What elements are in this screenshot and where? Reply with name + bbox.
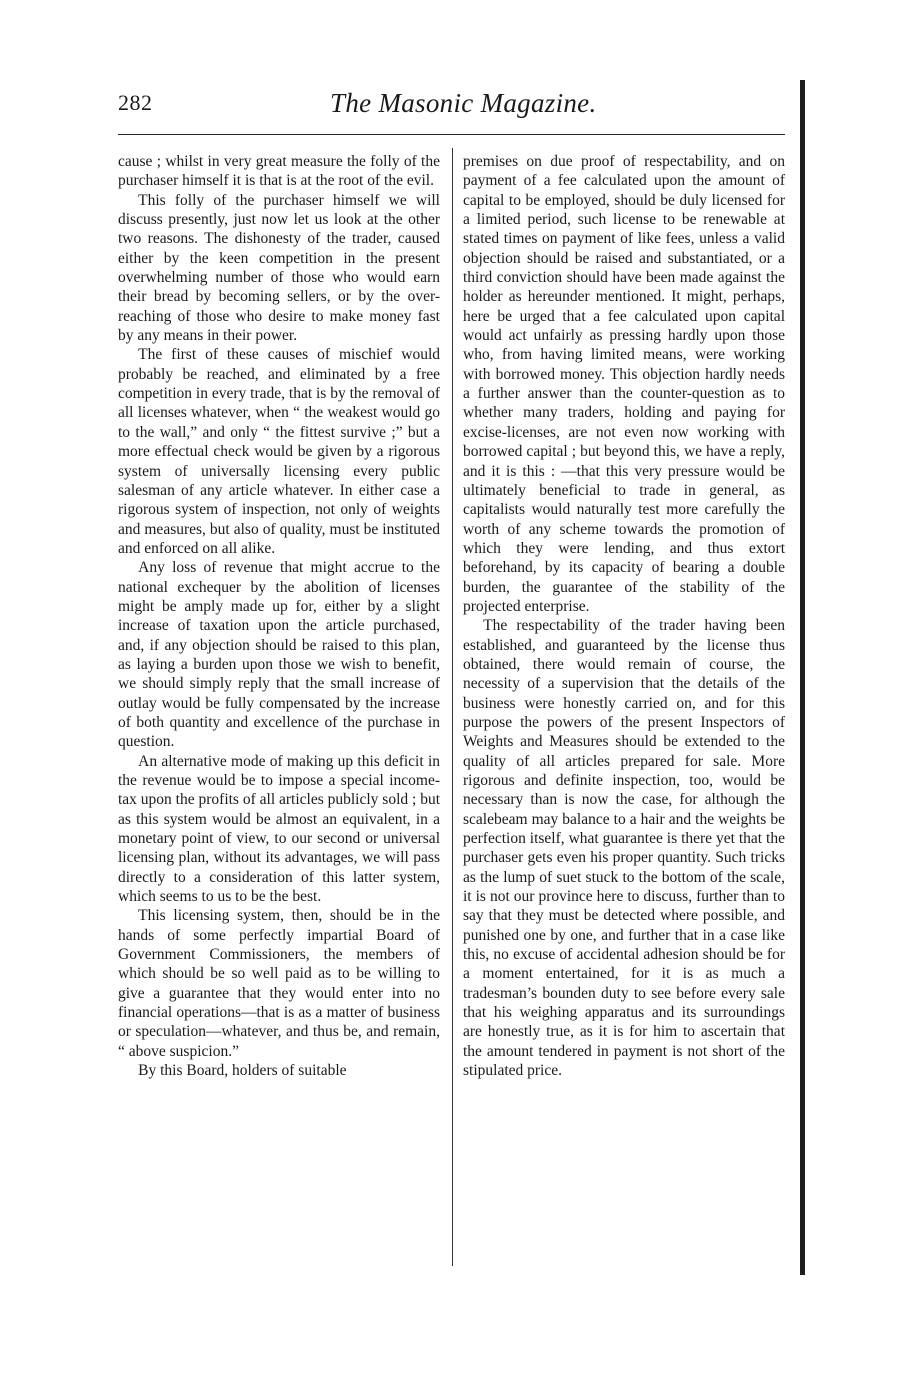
- left-column: [118, 152, 440, 1081]
- paragraph: This licensing system, then, should be in the hands of some perfectly impartial Board of Government Commissioners, the members of which should be so well paid as to be willing to give a guarantee that they would enter into no financial operations—that is as a matter of business or speculation—whatever, and thus be, and remain, “ above suspicion.”: [118, 907, 440, 1060]
- paragraph: An alternative mode of making up this deficit in the revenue would be to impose a special income-tax upon the profits of all articles publicly sold ; but as this system would be almost an equivalent, in a monetary point of view, to our second or universal licensing plan, without its advantages, we will pass directly to a consideration of this latter system, which seems to us to be the best.: [118, 752, 440, 906]
- paragraph: The first of these causes of mischief would probably be reached, and eliminated by a free competition in every trade, that is by the removal of all licenses whatever, when “ the weakest would go to the wall,” and only “ the fittest survive ;” but a more effectual check would be given by a rigorous system of universally licensing every public salesman of any article whatever. In either case a rigorous system of inspection, not only of weights and measures, but also of quality, must be instituted and enforced on all alike.: [118, 346, 440, 557]
- paragraph: cause ; whilst in very great measure the folly of the purchaser himself it is that is at the root of the evil.: [118, 153, 440, 190]
- paragraph: The respectability of the trader having been established, and guaranteed by the license thus obtained, there would remain of course, the necessity of a supervision that the details of the business were honestly carried on, and for this purpose the powers of the present Inspectors of Weights and Measures should be extended to the quality of all articles prepared for sale. More rigorous and definite inspection, too, would be necessary than is now the case, for although the scalebeam may balance to a hair and the weights be perfection itself, what guarantee is there yet that the purchaser gets even his proper quantity. Such tricks as the lump of suet stuck to the bottom of the scale, it is not our province here to discuss, further than to say that they must be detected where possible, and punished one by one, and further that in a case like this, no excuse of accidental adhesion should be for a moment entertained, for it is as much a tradesman’s bounden duty to see before every sale that his weighing apparatus and its surroundings are honestly true, as it is for him to ascertain that the amount tendered in payment is not short of the stipulated price.: [463, 617, 785, 1080]
- right-column: [463, 152, 785, 1081]
- paragraph: By this Board, holders of suitable: [138, 1062, 347, 1080]
- page-number: 282: [118, 90, 153, 115]
- paragraph: This folly of the purchaser himself we will discuss presently, just now let us look at the other two reasons. The dishonesty of the trader, caused either by the keen competition in the present overwhelming number of those who would earn their bread by becoming sellers, or by the over-reaching of those who desire to make money fast by any means in their power.: [118, 191, 440, 345]
- paragraph: Any loss of revenue that might accrue to the national exchequer by the abolition of licenses might be amply made up for, either by a slight increase of taxation upon the article purchased, and, if any objection should be raised to this plan, as laying a burden upon those we wish to benefit, we should simply reply that the small increase of outlay would be fully compensated by the increase of both quantity and excellence of the purchase in question.: [118, 559, 440, 751]
- column-divider: [452, 148, 453, 1266]
- page-edge-bar: [800, 80, 805, 1275]
- paragraph: premises on due proof of respectability, and on payment of a fee calculated upon the amount of capital to be employed, should be duly licensed for a limited period, such license to be renewable at stated times on payment of like fees, unless a valid objection should be raised and substantiated, or a third conviction should have been made against the holder as hereunder mentioned. It might, perhaps, here be urged that a fee calculated upon capital would act unfairly as pressing hardly upon those who, from having limited means, were working with borrowed money. This objection hardly needs a further answer than the counter-question as to whether many traders, holding and paying for excise-licenses, are not even now working with borrowed capital ; but beyond this, we have a reply, and it is this : —that this very pressure would be ultimately beneficial to trade in general, as capitalists would naturally test more carefully the worth of any scheme towards the promotion of which they were lending, and thus extort beforehand, by its capacity of bearing a double burden, the guarantee of the stability of the projected enterprise.: [463, 153, 785, 615]
- header-rule: [118, 134, 785, 135]
- running-head-title: The Masonic Magazine.: [330, 88, 597, 118]
